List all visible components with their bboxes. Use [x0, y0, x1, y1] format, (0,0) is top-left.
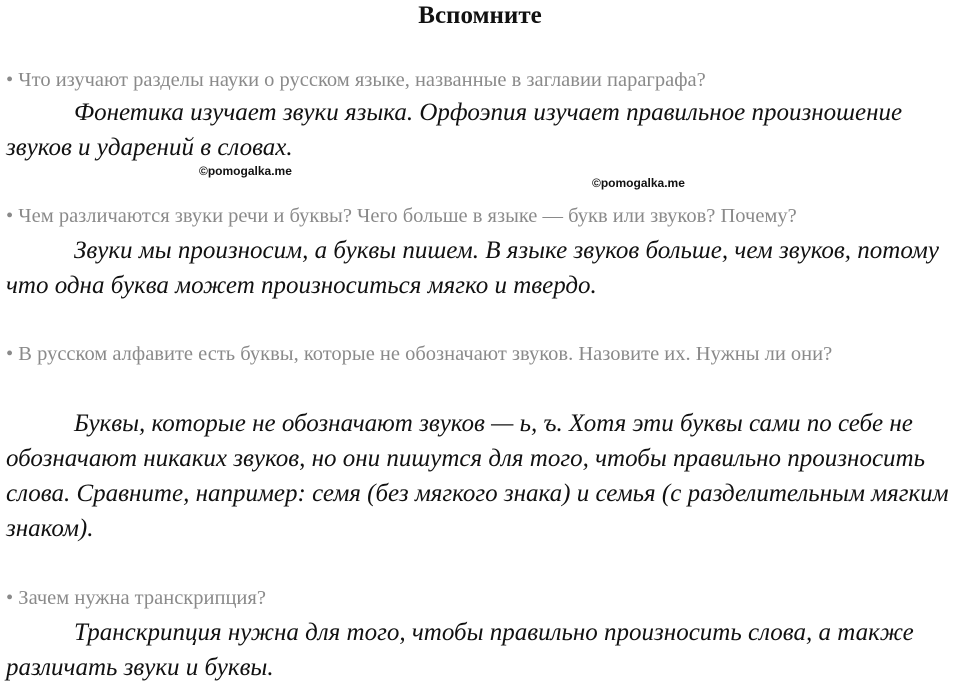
- watermark-2: ©pomogalka.me: [592, 176, 685, 190]
- question-3: • В русском алфавите есть буквы, которые не обозначают звуков. Назовите их. Нужны ли они?: [6, 343, 833, 365]
- answer-1: [6, 95, 954, 165]
- answer-3: [6, 406, 954, 546]
- watermark-1: ©pomogalka.me: [199, 164, 292, 178]
- answer-3-text: Буквы, которые не обозначают звуков — ь, ъ. Хотя эти буквы сами по себе не обозначают никаких звуков, но они пишутся для того, чтобы правильно произносить слова. Сравните, например: семя (без мягкого знака) и семья (с разделительным мягким знаком).: [6, 410, 949, 542]
- question-2: • Чем различаются звуки речи и буквы? Чего больше в языке — букв или звуков? Почему?: [6, 205, 797, 227]
- answer-1-text: Фонетика изучает звуки языка. Орфоэпия изучает правильное произношение звуков и ударений в словах.: [6, 99, 903, 161]
- answer-4: [6, 615, 954, 685]
- page-title: Вспомните: [418, 2, 542, 29]
- question-4: • Зачем нужна транскрипция?: [6, 587, 266, 609]
- answer-2: [6, 233, 954, 303]
- question-1: • Что изучают разделы науки о русском языке, названные в заглавии параграфа?: [6, 69, 706, 91]
- answer-4-text: Транскрипция нужна для того, чтобы правильно произносить слова, а также различать звуки и буквы.: [6, 619, 914, 681]
- answer-2-text: Звуки мы произносим, а буквы пишем. В языке звуков больше, чем звуков, потому что одна буква может произноситься мягко и твердо.: [6, 237, 939, 299]
